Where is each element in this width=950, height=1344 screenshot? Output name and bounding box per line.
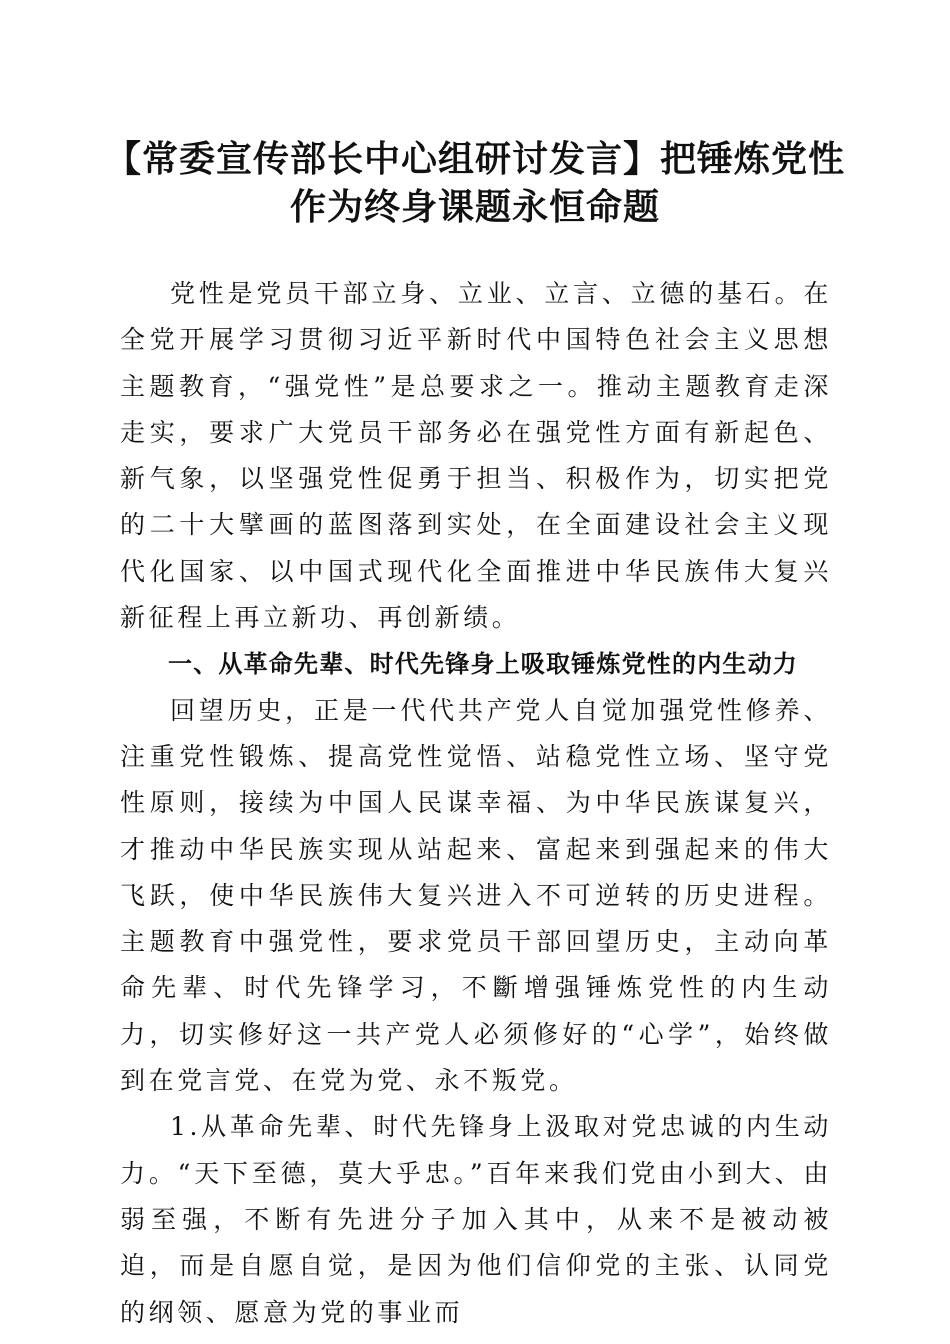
intro-paragraph: 党性是党员干部立身、立业、立言、立德的基石。在全党开展学习贯彻习近平新时代中国特色社会主义思想主题教育，“强党性”是总要求之一。推动主题教育走深走实，要求广大党员干部务必在强党性方面有新起色、新气象，以坚强党性促勇于担当、积极作为，切实把党的二十大擘画的蓝图落到实处，在全面建设社会主义现代化国家、以中国式现代化全面推进中华民族伟大复兴新征程上再立新功、再创新绩。 [120, 279, 832, 633]
title-line-1: 【常委宣传部长中心组研讨发言】把锤炼党性 [104, 139, 845, 180]
subsection-1-paragraph: 1.从革命先辈、时代先锋身上汲取对党忠诚的内生动力。“天下至德，莫大乎忠。”百年来我们党由小到大、由弱至强，不断有先进分子加入其中，从来不是被动被迫，而是自愿自觉，是因为他们信仰党的主张、认同党的纲领、愿意为党的事业而 [120, 1112, 832, 1327]
document-title [90, 136, 860, 232]
title-line-2: 作为终身课题永恒命题 [289, 187, 660, 228]
document-body [120, 271, 832, 1336]
section-1-paragraph: 回望历史，正是一代代共产党人自觉加强党性修养、注重党性锻炼、提高党性觉悟、站稳党性立场、坚守党性原则，接续为中国人民谋幸福、为中华民族谋复兴，才推动中华民族实现从站起来、富起来到强起来的伟大飞跃，使中华民族伟大复兴进入不可逆转的历史进程。主题教育中强党性，要求党员干部回望历史，主动向革命先辈、时代先锋学习，不斷增强锤炼党性的内生动力，切实修好这一共产党人必须修好的“心学”，始终做到在党言党、在党为党、永不叛党。 [120, 695, 832, 1096]
section-heading-1: 一、从革命先辈、时代先锋身上吸取锤炼党性的内生动力 [168, 650, 798, 679]
